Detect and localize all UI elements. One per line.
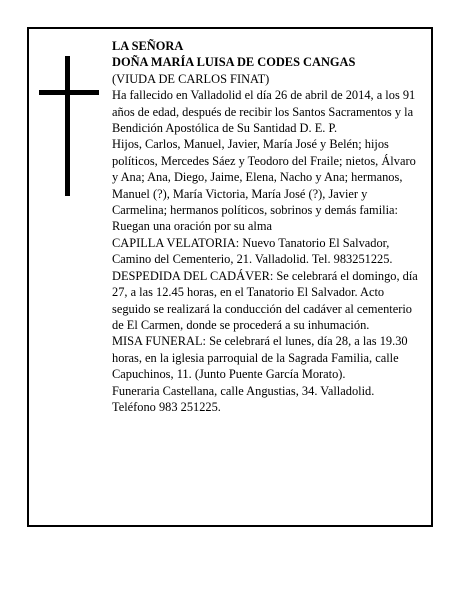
family-list: Hijos, Carlos, Manuel, Javier, María José y Belén; hijos políticos, Mercedes Sáez y Teodoro del Fraile; nietos, Álvaro y Ana; Ana, Diego, Jaime, Elena, Nacho y Ana; hermanos, Manuel (?), María Victoria, María José (?), Javier y Carmelina; hermanos políticos, sobrinos y demás familia: xyxy=(112,137,416,218)
deceased-name: DOÑA MARÍA LUISA DE CODES CANGAS xyxy=(112,55,356,70)
obituary-text xyxy=(112,38,418,415)
chapel-info: CAPILLA VELATORIA: Nuevo Tanatorio El Salvador, Camino del Cementerio, 21. Valladolid. Tel. 983251225. xyxy=(112,235,393,267)
cross-horizontal-bar xyxy=(39,90,99,95)
mass-info: MISA FUNERAL: Se celebrará el lunes, día 28, a las 19.30 horas, en la iglesia parroquial de la Sagrada Familia, calle Capuchinos, 11. (Junto Puente García Morato). xyxy=(112,334,408,382)
widow-of: (VIUDA DE CARLOS FINAT) xyxy=(112,71,270,86)
honorific: LA SEÑORA xyxy=(112,39,184,53)
funeral-home-info: Funeraria Castellana, calle Angustias, 34. Valladolid. Teléfono 983 251225. xyxy=(112,383,375,414)
cross-vertical-bar xyxy=(65,56,70,196)
prayer-request: Ruegan una oración por su alma xyxy=(112,219,272,234)
cross-icon xyxy=(39,56,99,196)
farewell-info: DESPEDIDA DEL CADÁVER: Se celebrará el domingo, día 27, a las 12.45 horas, en el Tanatorio El Salvador. Acto seguido se realizará la conducción del cadáver al cementerio de El Carmen, donde se procederá a su inhumación. xyxy=(112,268,418,332)
death-announcement: Ha fallecido en Valladolid el día 26 de abril de 2014, a los 91 años de edad, después de recibir los Santos Sacramentos y la Bendición Apostólica de Su Santidad D. E. P. xyxy=(112,88,416,136)
